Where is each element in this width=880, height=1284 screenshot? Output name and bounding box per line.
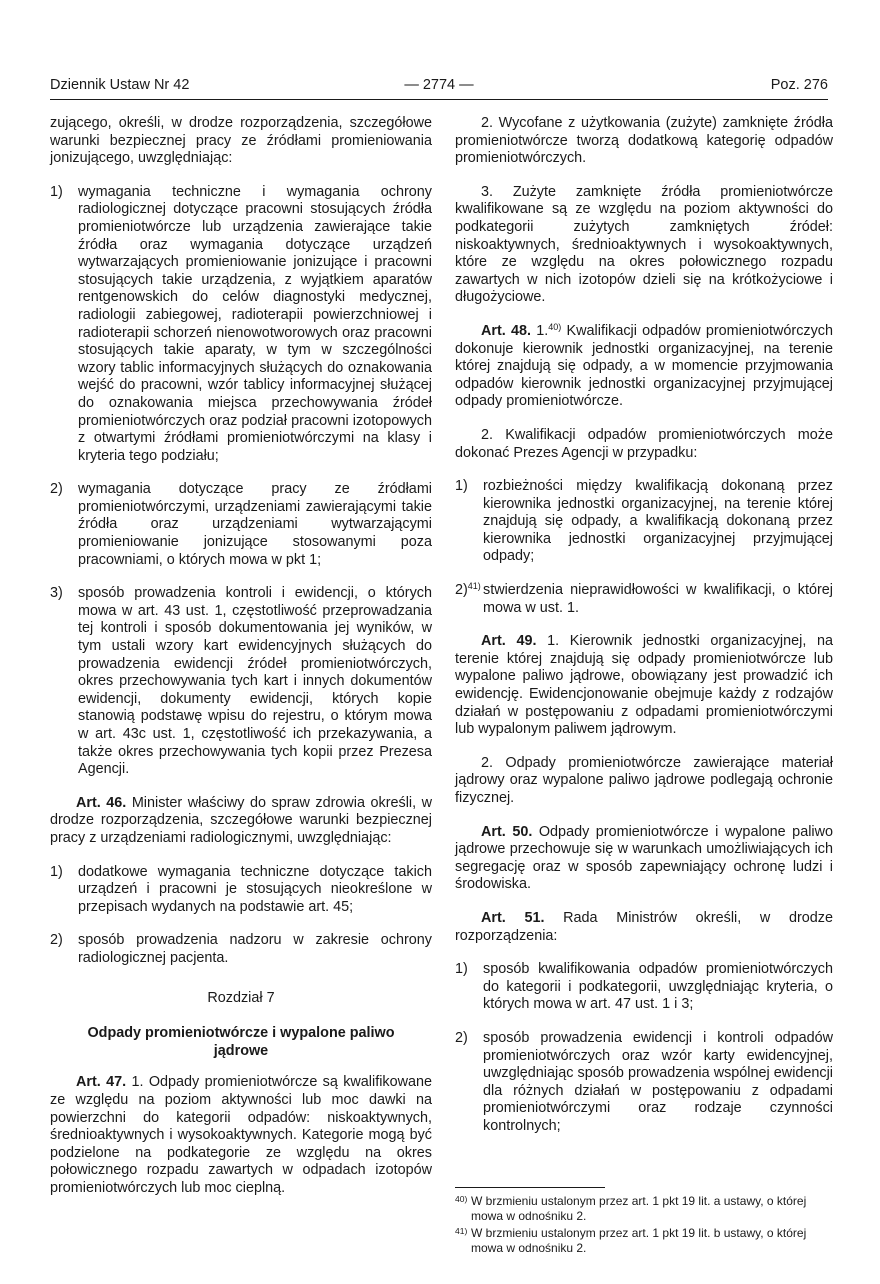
list-item: 1) dodatkowe wymagania techniczne dotyczące takich urządzeń i pracowni je stosujących nieokreślone w przepisach wydanych na podstawie art. 45;: [50, 863, 432, 915]
right-column: [455, 115, 833, 1152]
paragraph: 2. Kwalifikacji odpadów promieniotwórczych może dokonać Prezes Agencji w przypadku:: [455, 426, 833, 461]
list-item: 1) wymagania techniczne i wymagania ochrony radiologicznej dotyczące pracowni stosujących źródła promieniotwórcze lub urządzenia zawierające takie źródła oraz wymagania dotyczące urządzeń wytwarzających promieniowanie jonizujące i pracowni stosujących takie urządzenia, z wyjątkiem aparatów rentgenowskich do celów diagnostyki medycznej, radiologii zabiegowej, radioterapii powierzchniowej i radioterapii schorzeń nienowotworowych oraz pracowni stosujących takie aparaty, w tym w szczególności wzory tablic informacyjnych służących do oznakowania wejść do pracowni, wzór tablicy informacyjnej służącej do oznakowania miejsca przechowywania źródeł promieniotwórczych oraz podział pracowni izotopowych z otwartymi źródłami promieniotwórczymi na klasy i kryteria tego podziału;: [50, 183, 432, 464]
article-47: Art. 47. 1. Odpady promieniotwórcze są kwalifikowane ze względu na poziom aktywności lub moc dawki na powierzchni do kategorii odpadów: niskoaktywnych, średnioaktywnych i wysokoaktywnych. Kategorie mogą być podzielone na podkategorie ze względu na okres połowicznego rozpadu zawartych w odpadach izotopów promieniotwórczych lub moc cieplną.: [50, 1074, 432, 1196]
paragraph: 2. Wycofane z użytkowania (zużyte) zamknięte źródła promieniotwórcze tworzą dodatkową kategorię odpadów promieniotwórczych.: [455, 115, 833, 167]
article-50: Art. 50. Odpady promieniotwórcze i wypalone paliwo jądrowe przechowuje się w warunkach umożliwiających ich segregację oraz w sposób zapewniający ochronę ludzi i środowiska.: [455, 823, 833, 893]
footnote-text: W brzmieniu ustalonym przez art. 1 pkt 19 lit. a ustawy, o której mowa w odnośniku 2.: [471, 1194, 807, 1223]
footnote: [455, 1226, 835, 1255]
article-label: Art. 47.: [76, 1074, 127, 1091]
list-item: 1) rozbieżności między kwalifikacją dokonaną przez kierownika jednostki organizacyjnej, na terenie której znajdują się odpady, a kwalifikacją dokonaną przez kierownika jednostki organizacyjnej przyjmującej odpady;: [455, 478, 833, 565]
footnote: [455, 1194, 835, 1223]
article-label: Art. 48.: [481, 322, 532, 339]
footnote-ref: 41): [467, 581, 481, 592]
list-item: 3) sposób prowadzenia kontroli i ewidencji, o których mowa w art. 43 ust. 1, częstotliwość przeprowadzania tej kontroli i sposób dokumentowania jej wyników, w tym ustali wzory kart ewidencyjnych służących do prowadzenia ewidencji źródeł promieniotwórczych, okres przechowywania tych kart i innych dokumentów ewidencji, dokumenty ewidencji, których kopie stanowią podstawę wpisu do rejestru, o którym mowa w art. 43c ust. 1, częstotliwość ich przekazywania, a także okres przechowywania tych kopii przez Prezesa Agencji.: [50, 585, 432, 778]
header-rule: [50, 99, 828, 100]
list-item: 2) wymagania dotyczące pracy ze źródłami promieniotwórczymi, urządzeniami zawierającymi takie źródła oraz urządzeniami wytwarzającymi promieniowanie jonizujące stosowanymi poza pracowniami, o których mowa w pkt 1;: [50, 481, 432, 568]
left-column: [50, 115, 432, 1213]
page-number: — 2774 —: [404, 77, 474, 93]
paragraph: 3. Zużyte zamknięte źródła promieniotwórcze kwalifikowane są ze względu na poziom aktywności do podkategorii zużytych zamkniętych źródeł: niskoaktywnych, średnioaktywnych i wysokoaktywnych, które ze względu na okres połowicznego rozpadu zawartych w nich izotopów dzieli się na krótkożyciowe i długożyciowe.: [455, 183, 833, 306]
chapter-heading: Rozdział 7: [207, 989, 275, 1006]
page-header: [50, 77, 828, 99]
paragraph: 2. Odpady promieniotwórcze zawierające materiał jądrowy oraz wypalone paliwo jądrowe podlegają ochronie fizycznej.: [455, 754, 833, 806]
journal-title: Dziennik Ustaw Nr 42: [50, 77, 190, 93]
intro-paragraph: zującego, określi, w drodze rozporządzenia, szczegółowe warunki bezpiecznej pracy ze źródłami promieniowania jonizującego, uwzględniając:: [50, 115, 432, 167]
footnote-mark: 41): [455, 1226, 468, 1236]
article-46: Art. 46. Minister właściwy do spraw zdrowia określi, w drodze rozporządzenia, szczegółowe warunki bezpiecznej pracy z urządzeniami radiologicznymi, uwzględniając:: [50, 794, 432, 846]
footnote-ref: 40): [548, 321, 562, 332]
article-label: Art. 49.: [481, 633, 537, 650]
position-number: Poz. 276: [770, 77, 828, 93]
footnote-mark: 40): [455, 1194, 468, 1204]
footnote-text: W brzmieniu ustalonym przez art. 1 pkt 19 lit. b ustawy, o której mowa w odnośniku 2.: [471, 1226, 807, 1255]
list-item: 2) sposób prowadzenia ewidencji i kontroli odpadów promieniotwórczych oraz wzór karty ewidencyjnej, uwzględniając sposób prowadzenia wspólnej ewidencji dla różnych działań w postępowaniu z odpadami promieniotwórczymi oraz rodzaje czynności kontrolnych;: [455, 1029, 833, 1134]
list-item: 1) sposób kwalifikowania odpadów promieniotwórczych do kategorii i podkategorii, uwzględniając kryteria, o których mowa w art. 47 ust. 1 i 3;: [455, 961, 833, 1013]
list-item: 2)$^{41)}$ stwierdzenia nieprawidłowości w kwalifikacji, o której mowa w ust. 1.: [455, 581, 833, 616]
article-label: Art. 50.: [481, 823, 533, 840]
article-label: Art. 46.: [76, 794, 127, 811]
chapter-title: Odpady promieniotwórcze i wypalone paliwo jądrowe: [87, 1025, 395, 1059]
article-48: Art. 48. 1.$^{40)}$ Kwalifikacji odpadów promieniotwórczych dokonuje kierownik jednostki organizacyjnej, na terenie której znajdują się odpady, a w momencie przyjmowania odpadów kierownik jednostki organizacyjnej przyjmującej odpady promieniotwórcze.: [455, 321, 833, 410]
article-49: Art. 49. 1. Kierownik jednostki organizacyjnej, na terenie której znajdują się odpady promieniotwórcze lub wypalone paliwo jądrowe, obowiązany jest prowadzić ich ewidencję. Ewidencjonowanie obejmuje każdy z rodzajów działań w postępowaniu z odpadami promieniotwórczymi lub wypalonym paliwem jądrowym.: [455, 633, 833, 738]
article-label: Art. 51.: [481, 909, 545, 926]
article-51: Art. 51. Rada Ministrów określi, w drodze rozporządzenia:: [455, 909, 833, 944]
list-item: 2) sposób prowadzenia nadzoru w zakresie ochrony radiologicznej pacjenta.: [50, 932, 432, 966]
footnote-rule: [455, 1187, 605, 1188]
